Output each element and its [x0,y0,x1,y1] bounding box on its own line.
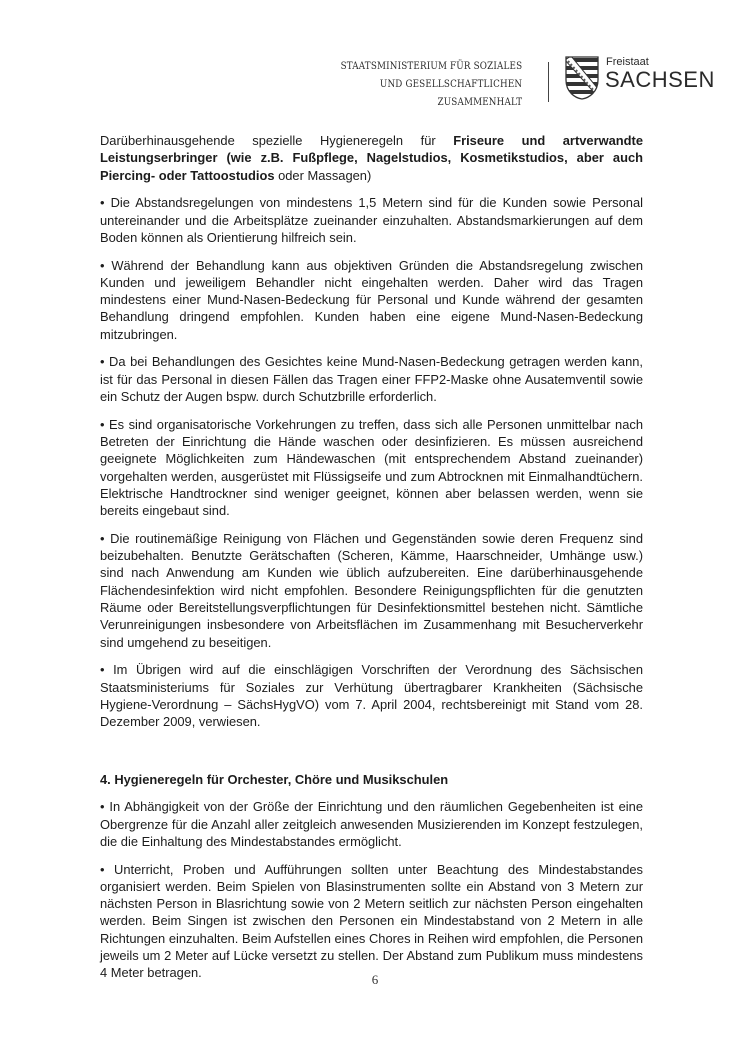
bullet-paragraph: • Die Abstandsregelungen von mindestens 1,5 Metern sind für die Kunden sowie Personal untereinander und die Arbeitsplätze zueinander einzuhalten. Abstandsmarkierungen auf dem Boden können als Orientierung hilfreich sein. [100,195,643,245]
bullet-paragraph: • In Abhängigkeit von der Größe der Einrichtung und den räumlichen Gegebenheiten ist eine Obergrenze für die Anzahl aller zeitgleich anwesenden Musizierenden im Konzept festzulegen, die die Einhaltung des Mindestabstandes ermöglicht. [100,799,643,849]
bullet-paragraph: • Im Übrigen wird auf die einschlägigen Vorschriften der Verordnung des Sächsischen Staatsministeriums für Soziales zur Verhütung übertragbarer Krankheiten (Sächsische Hygiene-Verordnung – SächsHygVO) vom 7. April 2004, rechtsbereinigt mit Stand vom 28. Dezember 2009, verwiesen. [100,662,643,730]
bullet-paragraph: • Die routinemäßige Reinigung von Flächen und Gegenständen sowie deren Frequenz sind beizubehalten. Benutzte Gerätschaften (Scheren, Kämme, Haarschneider, Umhänge usw.) sind nach Anwendung am Kunden wie üblich aufzubereiten. Eine darüberhinausgehende Flächendesinfektion wird nicht empfohlen. Besondere Reinigungspflichten für die genutzten Räume oder Bereitstellungsverpflichtungen für Desinfektionsmittel bestehen nicht. Sämtliche Verunreinigungen insbesondere von Arbeitsflächen im Zusammenhang mit Besucherverkehr sind umgehend zu beseitigen. [100,530,643,650]
intro-tail: oder Massagen) [274,167,372,183]
bullet-paragraph: • Unterricht, Proben und Aufführungen sollten unter Beachtung des Mindestabstandes organisiert werden. Beim Spielen von Blasinstrumenten sollte ein Abstand von 3 Metern zur nächsten Person in Blasrichtung sowie von 2 Metern seitlich zur nächsten Person eingehalten werden. Beim Singen ist zwischen den Personen ein Mindestabstand von 2 Metern in alle Richtungen einzuhalten. Beim Aufstellen eines Chores in Reihen wird empfohlen, die Personen jeweils um 2 Meter auf Lücke versetzt zu stellen. Der Abstand zum Publikum muss mindestens 4 Meter betragen. [100,861,643,981]
letterhead-divider [548,62,549,102]
letterhead [330,56,730,112]
bullet-paragraph: • Da bei Behandlungen des Gesichtes keine Mund-Nasen-Bedeckung getragen werden kann, ist für das Personal in diesen Fällen das Tragen einer FFP2-Maske ohne Ausatemventil sowie ein Schutz der Augen bspw. durch Schutzbrille erforderlich. [100,354,643,405]
saxony-coat-of-arms-icon [565,56,599,100]
ministry-line: ZUSAMMENHALT [437,97,522,108]
document-body [100,132,643,992]
state-label-small: Freistaat [606,56,649,68]
page-number: 6 [371,972,379,987]
section-intro [100,132,643,184]
ministry-name [340,58,522,112]
ministry-line: UND GESELLSCHAFTLICHEN [379,79,522,90]
bullet-paragraph: • Während der Behandlung kann aus objektiven Gründen die Abstandsregelung zwischen Kunden und jeweiligem Behandler nicht eingehalten werden. Daher wird das Tragen mindestens einer Mund-Nasen-Bedeckung für Personal und Kunde während der gesamten Behandlung dringend empfohlen. Kunden haben eine eigene Mund-Nasen-Bedeckung mitzubringen. [100,257,643,342]
section-heading: 4. Hygieneregeln für Orchester, Chöre und Musikschulen [100,771,449,787]
ministry-line: STAATSMINISTERIUM FÜR SOZIALES [340,61,522,72]
intro-lead: Darüberhinausgehende spezielle Hygieneregeln für [100,133,454,148]
bullet-paragraph: • Es sind organisatorische Vorkehrungen zu treffen, dass sich alle Personen unmittelbar nach Betreten der Einrichtung die Hände waschen oder desinfizieren. Es müssen ausreichend geeignete Möglichkeiten zum Händewaschen (mit entsprechendem Abstand zueinander) vorgehalten werden, ausgerüstet mit Flüssigseife und zum Abtrocknen mit Einmalhandtüchern. Elektrische Handtrockner sind weniger geeignet, können aber belassen werden, wenn sie bereits eingebaut sind. [100,416,643,519]
state-label-large: SACHSEN [605,67,715,92]
intro-bold: Friseure und artverwandte Leistungserbringer (wie z.B. Fußpflege, Nagelstudios, Kosmetikstudios, aber auch Piercing- oder Tattoostudios [100,133,643,183]
